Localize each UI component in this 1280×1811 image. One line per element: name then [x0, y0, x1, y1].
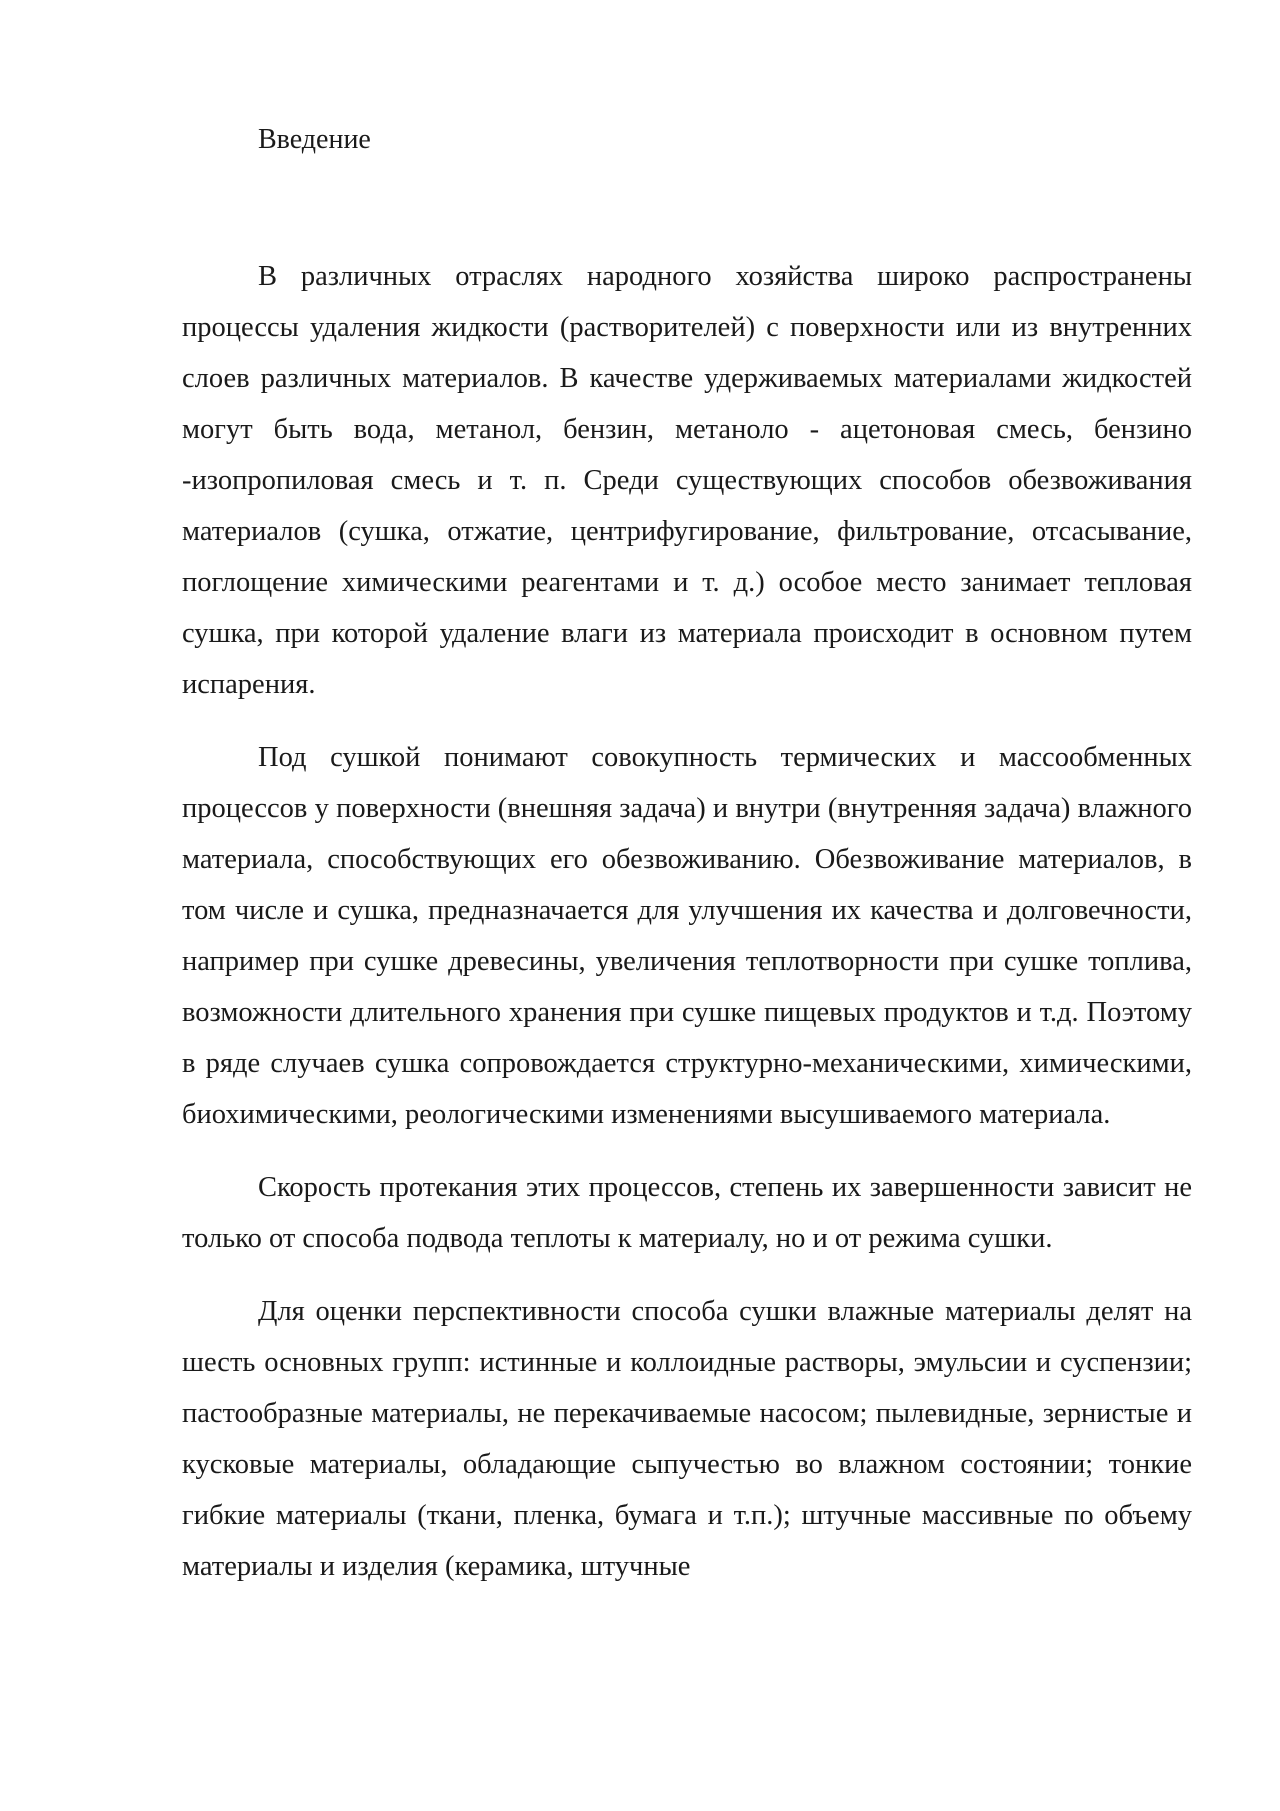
body-text: [182, 251, 1192, 1614]
paragraph-4: Для оценки перспективности способа сушки влажные материалы делят на шесть основных групп: истинные и коллоидные растворы, эмульсии и суспензии; пастообразные материалы, не перекачиваемые насосом; пылевидные, зернистые и кусковые материалы, обладающие сыпучестью во влажном состоянии; тонкие гибкие материалы (ткани, пленка, бумага и т.п.); штучные массивные по объему материалы и изделия (керамика, штучные: [182, 1296, 1192, 1582]
section-heading: Введение: [258, 124, 371, 155]
paragraph-3: Скорость протекания этих процессов, степень их завершенности зависит не только от способа подвода теплоты к материалу, но и от режима сушки.: [182, 1172, 1192, 1254]
paragraph-1: В различных отраслях народного хозяйства широко распространены процессы удаления жидкости (растворителей) с поверхности или из внутренних слоев различных материалов. В качестве удерживаемых материалами жидкостей могут быть вода, метанол, бензин, метаноло - ацетоновая смесь, бензино -изопропиловая смесь и т. п. Среди существующих способов обезвоживания материалов (сушка, отжатие, центрифугирование, фильтрование, отсасывание, поглощение химическими реагентами и т. д.) особое место занимает тепловая сушка, при которой удаление влаги из материала происходит в основном путем испарения.: [182, 261, 1192, 700]
paragraph-2: Под сушкой понимают совокупность термических и массообменных процессов у поверхности (внешняя задача) и внутри (внутренняя задача) влажного материала, способствующих его обезвоживанию. Обезвоживание материалов, в том числе и сушка, предназначается для улучшения их качества и долговечности, например при сушке древесины, увеличения теплотворности при сушке топлива, возможности длительного хранения при сушке пищевых продуктов и т.д. Поэтому в ряде случаев сушка сопровождается структурно-механическими, химическими, биохимическими, реологическими изменениями высушиваемого материала.: [182, 742, 1192, 1130]
